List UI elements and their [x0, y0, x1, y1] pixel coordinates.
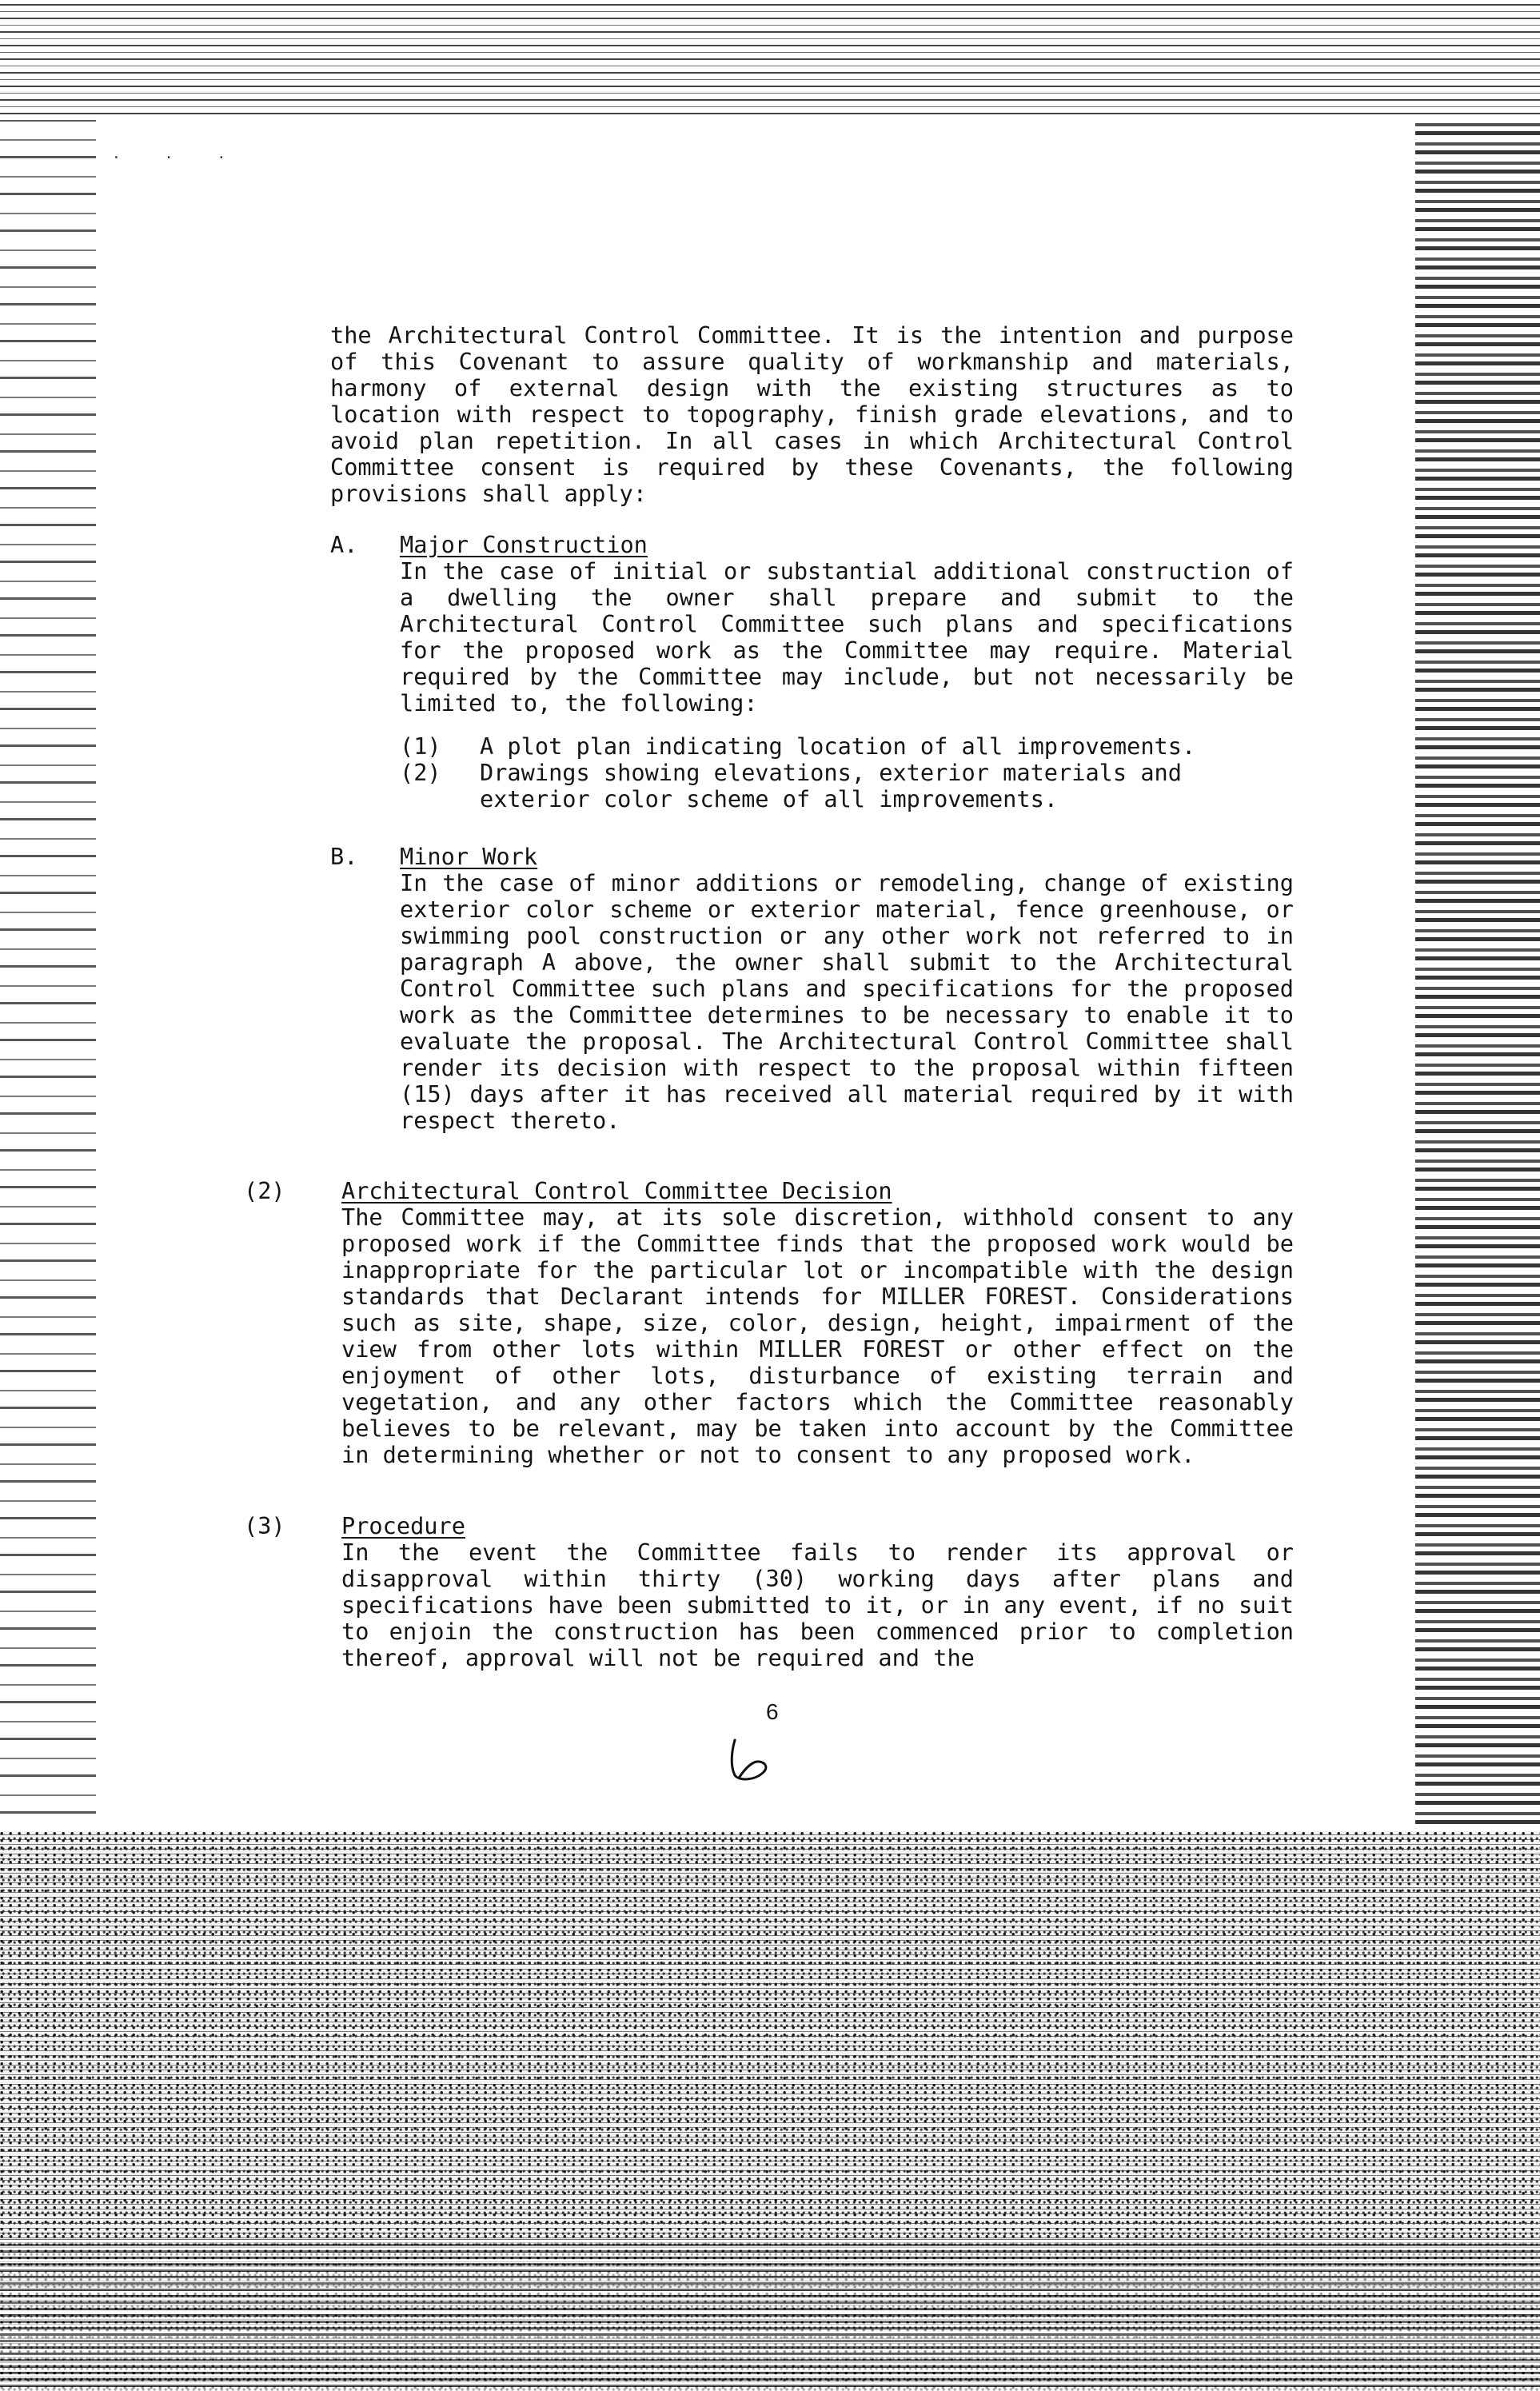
- section-a-heading: Major Construction: [400, 531, 648, 558]
- list-item-text: Drawings showing elevations, exterior materials and exterior color scheme of all improvements.: [480, 759, 1182, 812]
- list-item-number: (1): [400, 732, 441, 760]
- intro-paragraph: the Architectural Control Committee. It is the intention and purpose of this Covenant to assure quality of workmanship and materials, harmony of external design with the existing structures as to location with respect to topography, finish grade elevations, and to avoid plan repetition. In all cases in which Architectural Control Committee consent is required by these Covenants, the following provisions shall apply:: [330, 321, 1294, 507]
- section-b: [400, 844, 1294, 1134]
- list-item: [400, 733, 1294, 760]
- section-a-list: [400, 733, 1294, 812]
- section-3-body: In the event the Committee fails to render its approval or disapproval within thirty (30) working days after plans and specifications have been submitted to it, or in any event, if no suit to enjoin the construction has been commenced prior to completion thereof, approval will not be required and the: [341, 1539, 1294, 1671]
- section-b-label: B.: [330, 843, 358, 870]
- page-number: 6: [766, 1699, 779, 1724]
- scan-noise-bottom-band: [0, 2239, 1540, 2391]
- section-2-body: The Committee may, at its sole discretion, withhold consent to any proposed work if the Committee finds that the proposed work would be inappropriate for the particular lot or incompatible with the design standards that Declarant intends for MILLER FOREST. Considerations such as site, shape, size, color, design, height, impairment of the view from other lots within MILLER FOREST or other effect on the enjoyment of other lots, disturbance of existing terrain and vegetation, and any other factors which the Committee reasonably believes to be relevant, may be taken into account by the Committee in determining whether or not to consent to any proposed work.: [341, 1203, 1294, 1468]
- scan-noise-top: [0, 0, 1540, 120]
- list-item-number: (2): [400, 759, 441, 786]
- scan-noise-right: [1415, 120, 1540, 1831]
- stray-marks: . . .: [112, 146, 244, 162]
- section-2: [341, 1178, 1294, 1468]
- section-3: [341, 1513, 1294, 1671]
- list-item: [400, 760, 1294, 812]
- section-2-heading: Architectural Control Committee Decision: [341, 1177, 892, 1204]
- section-3-heading: Procedure: [341, 1512, 465, 1539]
- section-a-body: In the case of initial or substantial additional construction of a dwelling the owner shall prepare and submit to the Architectural Control Committee such plans and specifications for the proposed work as the Committee may require. Material required by the Committee may include, but not necessarily be limited to, the following:: [400, 557, 1294, 717]
- list-item-text: A plot plan indicating location of all improvements.: [480, 732, 1196, 760]
- section-2-label: (2): [244, 1177, 285, 1204]
- section-a: [400, 532, 1294, 717]
- section-3-label: (3): [244, 1512, 285, 1539]
- handwritten-page-mark: [724, 1737, 780, 1785]
- section-a-label: A.: [330, 531, 358, 558]
- section-b-heading: Minor Work: [400, 843, 538, 870]
- section-b-body: In the case of minor additions or remodeling, change of existing exterior color scheme or exterior material, fence greenhouse, or swimming pool construction or any other work not referred to in paragraph A above, the owner shall submit to the Architectural Control Committee such plans and specifications for the proposed work as the Committee determines to be necessary to enable it to evaluate the proposal. The Architectural Control Committee shall render its decision with respect to the proposal within fifteen (15) days after it has received all material required by it with respect thereto.: [400, 869, 1294, 1134]
- scan-noise-left: [0, 120, 96, 1831]
